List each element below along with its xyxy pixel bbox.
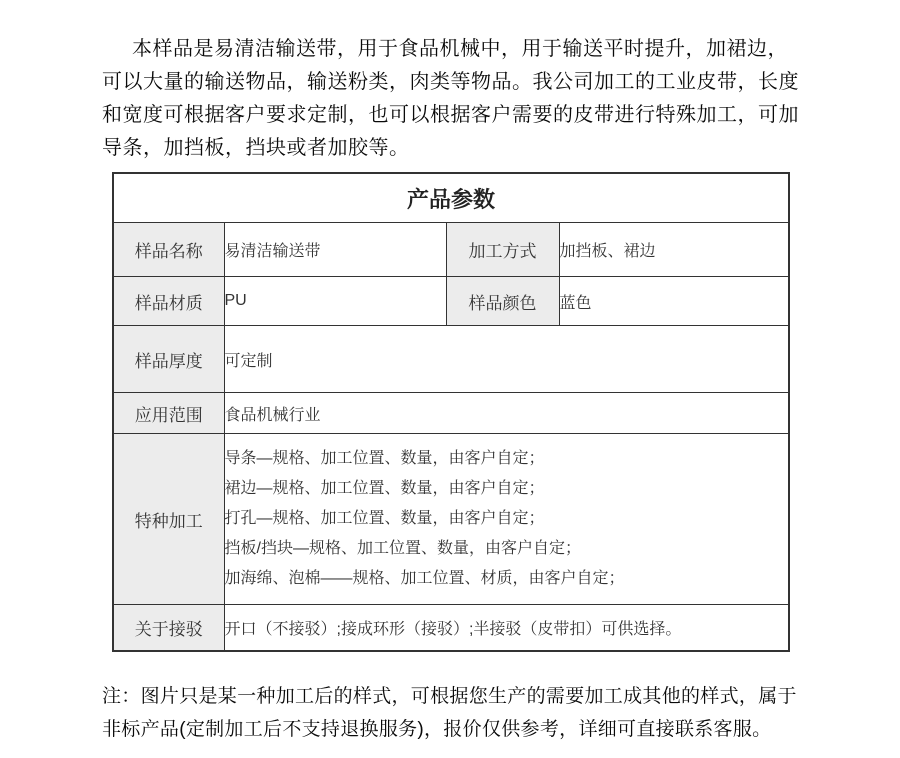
param-value-sample-color: 蓝色: [559, 277, 789, 326]
param-value-sample-material: PU: [224, 277, 446, 326]
special-processing-line: 挡板/挡块—规格、加工位置、数量，由客户自定；: [224, 540, 581, 557]
table-title: 产品参数: [113, 173, 789, 223]
special-processing-line: 导条—规格、加工位置、数量，由客户自定；: [224, 450, 545, 467]
table-row: [113, 277, 789, 326]
special-processing-line: 加海绵、泡棉——规格、加工位置、材质，由客户自定；: [224, 570, 625, 587]
param-label-application-scope: 应用范围: [113, 393, 224, 434]
param-label-sample-name: 样品名称: [113, 223, 224, 277]
param-value-application-scope: 食品机械行业: [224, 393, 789, 434]
param-label-splicing: 关于接驳: [113, 605, 224, 652]
table-row: [113, 605, 789, 652]
special-processing-line: 打孔—规格、加工位置、数量，由客户自定；: [224, 510, 545, 527]
product-params-table: [112, 172, 790, 652]
param-value-sample-thickness: 可定制: [224, 326, 789, 393]
table-title-row: [113, 173, 789, 223]
param-label-processing-method: 加工方式: [446, 223, 559, 277]
param-value-splicing: 开口（不接驳）;接成环形（接驳）;半接驳（皮带扣）可供选择。: [224, 605, 789, 652]
table-row: [113, 393, 789, 434]
param-value-sample-name: 易清洁输送带: [224, 223, 446, 277]
table-row: [113, 326, 789, 393]
table-row: [113, 434, 789, 605]
param-value-special-processing: [224, 434, 789, 605]
param-value-processing-method: 加挡板、裙边: [559, 223, 789, 277]
note-paragraph: 注：图片只是某一种加工后的样式，可根据您生产的需要加工成其他的样式，属于非标产品(定制加工后不支持退换服务)，报价仅供参考，详细可直接联系客服。: [102, 686, 797, 740]
intro-paragraph: 本样品是易清洁输送带，用于食品机械中，用于输送平时提升，加裙边，可以大量的输送物品，输送粉类，肉类等物品。我公司加工的工业皮带，长度和宽度可根据客户要求定制，也可以根据客户需要的皮带进行特殊加工，可加导条，加挡板，挡块或者加胶等。: [102, 38, 799, 159]
param-label-sample-thickness: 样品厚度: [113, 326, 224, 393]
table-row: [113, 223, 789, 277]
special-processing-line: 裙边—规格、加工位置、数量，由客户自定；: [224, 480, 545, 497]
param-label-sample-material: 样品材质: [113, 277, 224, 326]
param-label-special-processing: 特种加工: [113, 434, 224, 605]
param-label-sample-color: 样品颜色: [446, 277, 559, 326]
